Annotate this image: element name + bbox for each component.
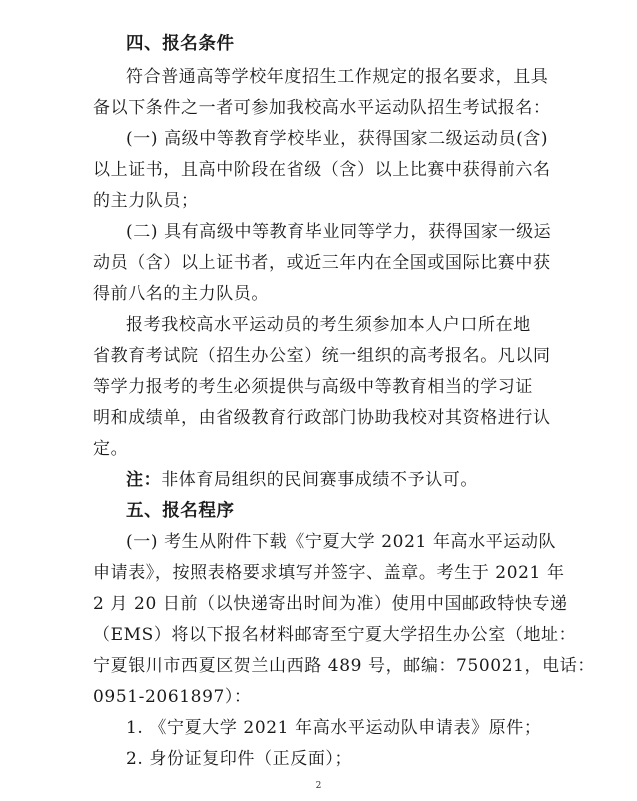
note-text: 非体育局组织的民间赛事成绩不予认可。 — [161, 470, 479, 490]
registration-line-5: 定。 — [93, 439, 129, 459]
step1-line-4: （EMS）将以下报名材料邮寄至宁夏大学招生办公室（地址： — [93, 625, 577, 645]
section-heading-registration-conditions: 四、报名条件 — [126, 34, 235, 54]
material-item-2: 2. 身份证复印件（正反面）； — [126, 749, 353, 769]
step1-line-5: 宁夏银川市西夏区贺兰山西路 489 号，邮编：750021，电话： — [93, 656, 595, 676]
condition2-line-1: (二) 具有高级中等教育毕业同等学力，获得国家一级运 — [126, 222, 552, 242]
registration-line-3: 等学力报考的考生必须提供与高级中等教育相当的学习证 — [93, 377, 533, 397]
registration-line-2: 省教育考试院（招生办公室）统一组织的高考报名。凡以同 — [93, 346, 551, 366]
registration-line-4: 明和成绩单，由省级教育行政部门协助我校对其资格进行认 — [93, 408, 551, 428]
step1-line-2: 申请表》，按照表格要求填写并签字、盖章。考生于 2021 年 — [93, 563, 565, 583]
intro-line-1: 符合普通高等学校年度招生工作规定的报名要求，且具 — [126, 67, 549, 87]
condition2-line-2: 动员（含）以上证书者，或近三年内在全国或国际比赛中获 — [93, 253, 551, 273]
step1-line-1: (一) 考生从附件下载《宁夏大学 2021 年高水平运动队 — [126, 532, 557, 552]
intro-line-2: 备以下条件之一者可参加我校高水平运动队招生考试报名： — [93, 98, 551, 118]
step1-line-6: 0951-2061897）： — [93, 687, 252, 707]
step1-line-3: 2 月 20 日前（以快递寄出时间为准）使用中国邮政特快专递 — [93, 594, 568, 614]
condition1-line-2: 以上证书，且高中阶段在省级（含）以上比赛中获得前六名 — [93, 160, 551, 180]
note-label: 注： — [126, 470, 162, 490]
section-heading-registration-procedure: 五、报名程序 — [126, 501, 235, 521]
condition1-line-3: 的主力队员； — [93, 191, 199, 211]
condition2-line-3: 得前八名的主力队员。 — [93, 284, 269, 304]
material-item-1: 1. 《宁夏大学 2021 年高水平运动队申请表》原件； — [126, 718, 542, 738]
note — [126, 469, 478, 491]
registration-line-1: 报考我校高水平运动员的考生须参加本人户口所在地 — [126, 315, 531, 335]
page-number: 2 — [315, 781, 322, 791]
condition1-line-1: (一) 高级中等教育学校毕业，获得国家二级运动员(含) — [126, 129, 549, 149]
